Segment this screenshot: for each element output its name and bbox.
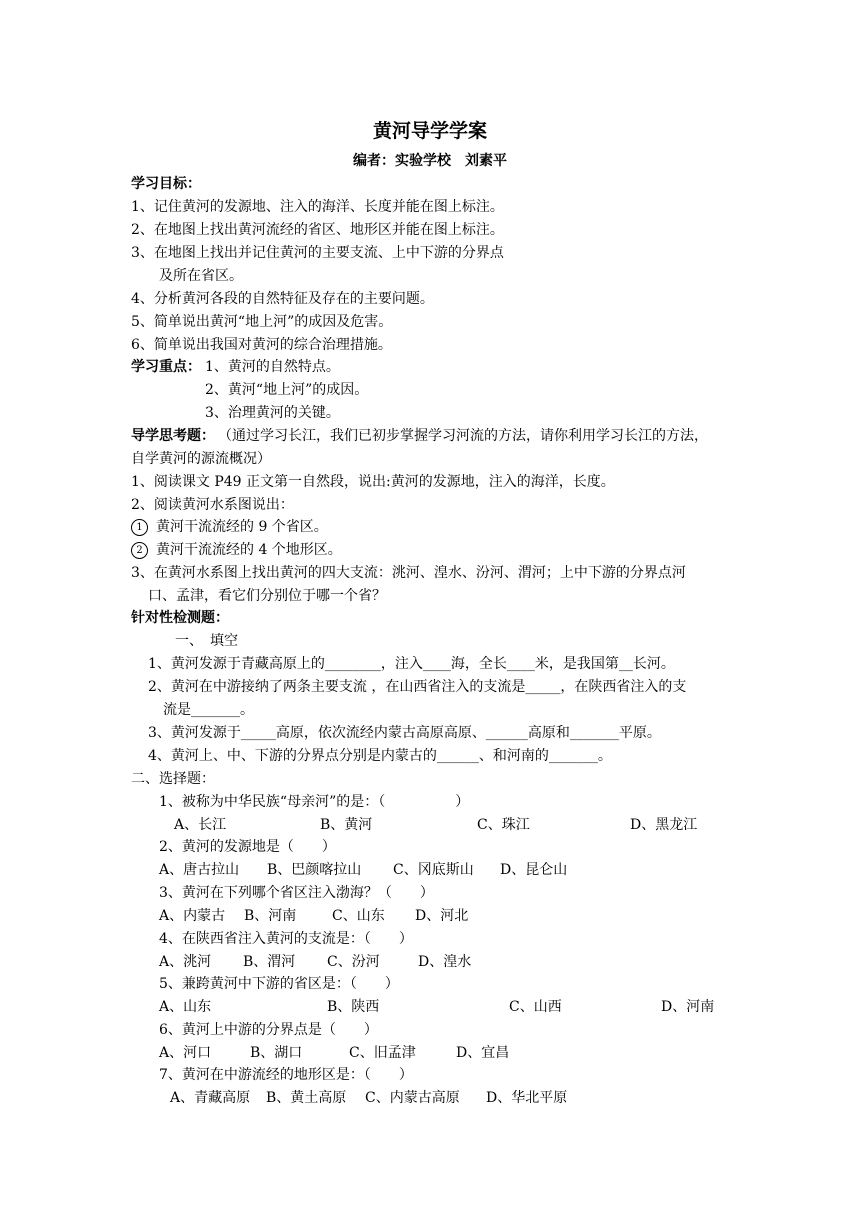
circled-number-1: 1 [131, 519, 148, 536]
choice-option: D、河北 [415, 908, 469, 924]
choice-option: D、湟水 [418, 954, 472, 970]
choice-option: A、洮河 [159, 954, 212, 970]
key-points-heading: 学习重点： [131, 359, 201, 375]
choice-option: A、山东 [159, 999, 212, 1015]
choice-option: C、冈底斯山 [393, 862, 474, 878]
choice-option: D、黑龙江 [630, 817, 698, 833]
guide-question: 2、阅读黄河水系图说出： [131, 497, 294, 513]
choice-option: A、内蒙古 [159, 908, 226, 924]
fill-question: 流是_______。 [163, 702, 254, 718]
choice-question: 7、黄河在中游流经的地形区是：（ ） [159, 1067, 413, 1083]
choice-option: A、青藏高原 [170, 1090, 251, 1106]
choice-question: 2、黄河的发源地是（ ） [159, 839, 336, 855]
guide-heading: 导学思考题： [131, 428, 215, 444]
choice-option: C、山东 [332, 908, 385, 924]
key-point-item: 1、黄河的自然特点。 [205, 359, 340, 375]
choice-option: C、汾河 [327, 954, 380, 970]
objective-item: 3、在地图上找出并记住黄河的主要支流、上中下游的分界点 [131, 245, 504, 261]
guide-intro: （通过学习长江，我们已初步掌握学习河流的方法，请你利用学习长江的方法， [218, 428, 708, 444]
choice-question: 5、兼跨黄河中下游的省区是：（ ） [159, 976, 399, 992]
choice-question: 3、黄河在下列哪个省区注入渤海？（ ） [159, 885, 434, 901]
choice-option: D、宜昌 [456, 1045, 510, 1061]
circled-number-2: 2 [131, 542, 148, 559]
key-point-item: 2、黄河“地上河”的成因。 [205, 382, 369, 398]
objective-item: 1、记住黄河的发源地、注入的海洋、长度并能在图上标注。 [131, 199, 504, 215]
choice-option: D、华北平原 [486, 1090, 568, 1106]
page-title: 黄河导学学案 [372, 120, 487, 142]
choice-question: 6、黄河上中游的分界点是（ ） [159, 1022, 378, 1038]
objective-item: 5、简单说出黄河“地上河”的成因及危害。 [131, 314, 393, 330]
choice-option: D、河南 [661, 999, 715, 1015]
guide-subitem [131, 517, 328, 537]
objectives-heading: 学习目标： [131, 176, 201, 192]
choice-option: C、内蒙古高原 [365, 1090, 460, 1106]
objective-item: 6、简单说出我国对黄河的综合治理措施。 [131, 337, 392, 353]
guide-intro: 自学黄河的源流概况） [131, 451, 271, 467]
choice-option: C、山西 [509, 999, 562, 1015]
fill-question: 3、黄河发源于_____高原，依次流经内蒙古高原高原、______高原和_______平原。 [148, 725, 661, 741]
choice-option: B、河南 [244, 908, 297, 924]
objective-item: 及所在省区。 [159, 268, 243, 284]
guide-subitem [131, 540, 342, 560]
choice-option: D、昆仑山 [500, 862, 568, 878]
guide-subitem-text: 黄河干流流经的 4 个地形区。 [156, 542, 342, 558]
choice-option: B、巴颜喀拉山 [267, 862, 362, 878]
choice-option: B、黄河 [320, 817, 373, 833]
test-heading: 针对性检测题： [131, 610, 229, 626]
guide-question: 1、阅读课文 P49 正文第一自然段，说出:黄河的发源地，注入的海洋，长度。 [131, 474, 615, 490]
guide-question: 口、孟津，看它们分别位于哪一个省？ [148, 588, 386, 604]
choice-option: C、旧孟津 [349, 1045, 416, 1061]
fill-question: 1、黄河发源于青藏高原上的________，注入____海，全长____米，是我国第__长河。 [148, 656, 675, 672]
guide-question: 3、在黄河水系图上找出黄河的四大支流：洮河、湟水、汾河、渭河；上中下游的分界点河 [131, 565, 686, 581]
choice-option: A、河口 [159, 1045, 212, 1061]
choice-option: B、黄土高原 [266, 1090, 347, 1106]
choice-question: 1、被称为中华民族“母亲河”的是：（ ） [159, 794, 470, 810]
choice-question: 4、在陕西省注入黄河的支流是：（ ） [159, 931, 413, 947]
choice-option: A、唐古拉山 [159, 862, 240, 878]
choice-option: C、珠江 [477, 817, 530, 833]
choice-option: B、陕西 [327, 999, 380, 1015]
fill-heading: 一、 填空 [175, 633, 238, 649]
guide-subitem-text: 黄河干流流经的 9 个省区。 [156, 519, 328, 535]
fill-question: 2、黄河在中游接纳了两条主要支流 ，在山西省注入的支流是_____，在陕西省注入的支 [148, 679, 687, 695]
choice-option: B、渭河 [243, 954, 296, 970]
choice-heading: 二、选择题： [131, 771, 215, 787]
objective-item: 4、分析黄河各段的自然特征及存在的主要问题。 [131, 291, 434, 307]
fill-question: 4、黄河上、中、下游的分界点分别是内蒙古的______、和河南的_______。 [148, 748, 612, 764]
author-line: 编者：实验学校 刘素平 [353, 153, 507, 169]
choice-option: B、湖口 [250, 1045, 303, 1061]
objective-item: 2、在地图上找出黄河流经的省区、地形区并能在图上标注。 [131, 222, 504, 238]
key-point-item: 3、治理黄河的关键。 [205, 405, 340, 421]
choice-option: A、长江 [174, 817, 227, 833]
